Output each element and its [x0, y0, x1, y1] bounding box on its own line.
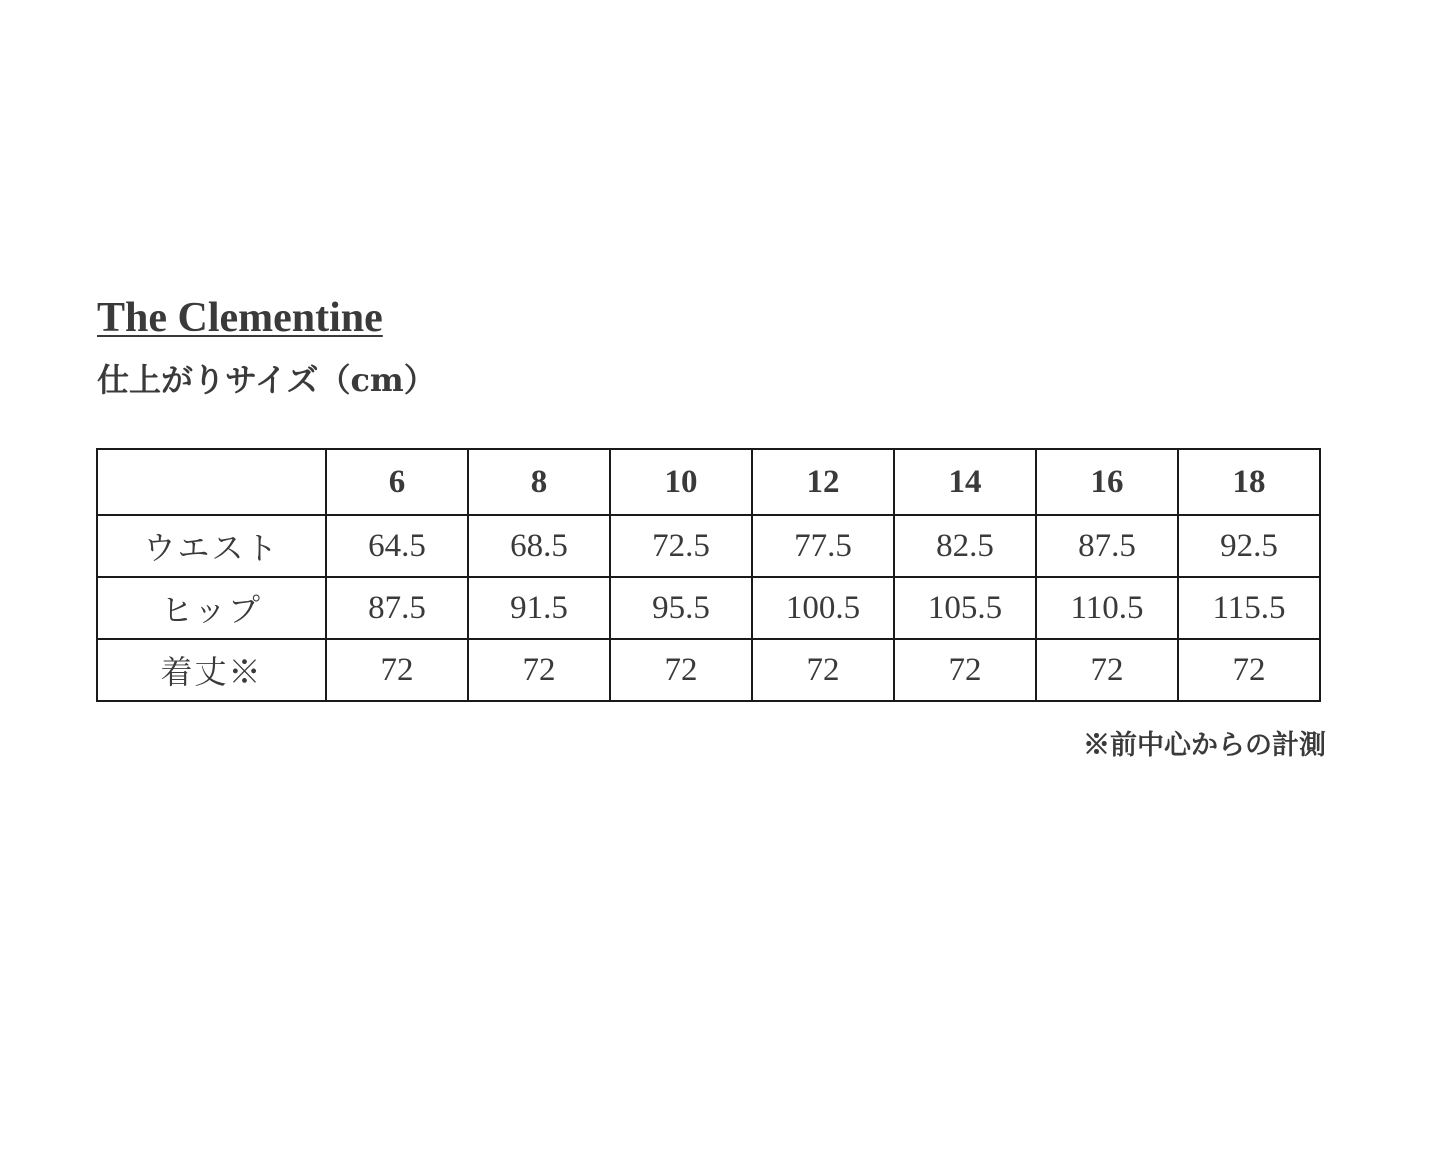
- size-table: [96, 448, 1321, 702]
- table-cell: 72: [326, 639, 468, 701]
- table-cell: 72: [1036, 639, 1178, 701]
- table-row-waist: [97, 515, 1320, 577]
- row-label: ヒップ: [97, 577, 326, 639]
- size-header: 12: [752, 449, 894, 515]
- size-header: 14: [894, 449, 1036, 515]
- table-corner-cell: [97, 449, 326, 515]
- row-label: 着丈※: [97, 639, 326, 701]
- size-header: 6: [326, 449, 468, 515]
- table-cell: 77.5: [752, 515, 894, 577]
- table-cell: 72: [468, 639, 610, 701]
- table-cell: 115.5: [1178, 577, 1320, 639]
- table-cell: 95.5: [610, 577, 752, 639]
- size-header: 18: [1178, 449, 1320, 515]
- table-cell: 91.5: [468, 577, 610, 639]
- table-cell: 64.5: [326, 515, 468, 577]
- table-cell: 82.5: [894, 515, 1036, 577]
- table-cell: 87.5: [1036, 515, 1178, 577]
- table-cell: 72: [752, 639, 894, 701]
- table-cell: 72: [610, 639, 752, 701]
- table-cell: 105.5: [894, 577, 1036, 639]
- table-cell: 110.5: [1036, 577, 1178, 639]
- measurement-note: ※前中心からの計測: [1083, 730, 1326, 761]
- page-subtitle: 仕上がりサイズ（cm）: [97, 361, 436, 399]
- table-cell: 72: [894, 639, 1036, 701]
- size-header: 16: [1036, 449, 1178, 515]
- table-row-hip: [97, 577, 1320, 639]
- page-title: The Clementine: [97, 295, 383, 341]
- table-cell: 100.5: [752, 577, 894, 639]
- size-header: 8: [468, 449, 610, 515]
- table-header-row: [97, 449, 1320, 515]
- table-row-length: [97, 639, 1320, 701]
- table-cell: 92.5: [1178, 515, 1320, 577]
- size-header: 10: [610, 449, 752, 515]
- table-cell: 72: [1178, 639, 1320, 701]
- table-cell: 68.5: [468, 515, 610, 577]
- row-label: ウエスト: [97, 515, 326, 577]
- table-cell: 72.5: [610, 515, 752, 577]
- table-cell: 87.5: [326, 577, 468, 639]
